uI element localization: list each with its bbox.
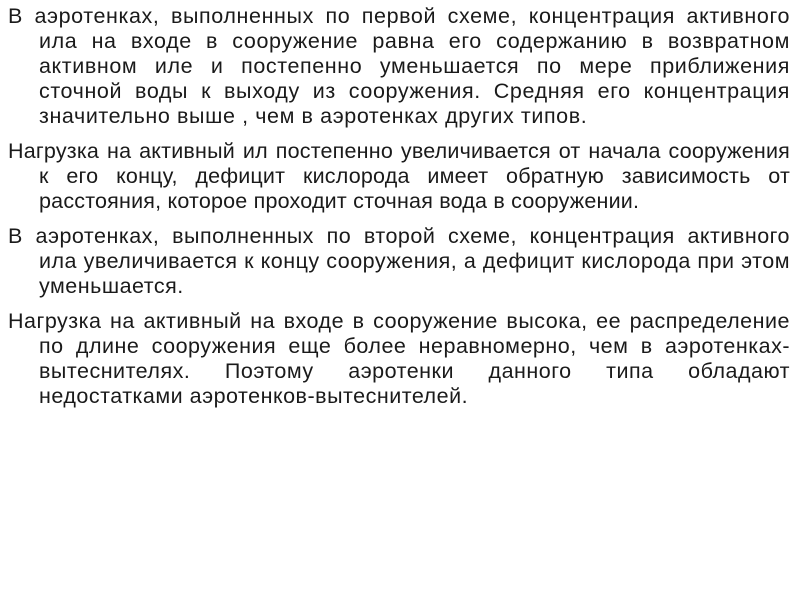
- paragraph-first-scheme: В аэротенках, выполненных по первой схеме, концентрация активного ила на входе в сооружение равна его содержанию в возвратном активном иле и постепенно уменьшается по мере приближения сточной воды к выходу из сооружения. Средняя его концентрация значительно выше , чем в аэротенках других типов.: [8, 4, 790, 128]
- slide-text-body: [8, 4, 790, 419]
- paragraph-load-first-scheme: Нагрузка на активный ил постепенно увеличивается от начала сооружения к его концу, дефицит кислорода имеет обратную зависимость от расстояния, которое проходит сточная вода в сооружении.: [8, 139, 790, 213]
- paragraph-second-scheme: В аэротенках, выполненных по второй схеме, концентрация активного ила увеличивается к концу сооружения, а дефицит кислорода при этом уменьшается.: [8, 224, 790, 298]
- paragraph-load-second-scheme: Нагрузка на активный на входе в сооружение высока, ее распределение по длине сооружения еще более неравномерно, чем в аэротенках-вытеснителях. Поэтому аэротенки данного типа обладают недостатками аэротенков-вытеснителей.: [8, 309, 790, 408]
